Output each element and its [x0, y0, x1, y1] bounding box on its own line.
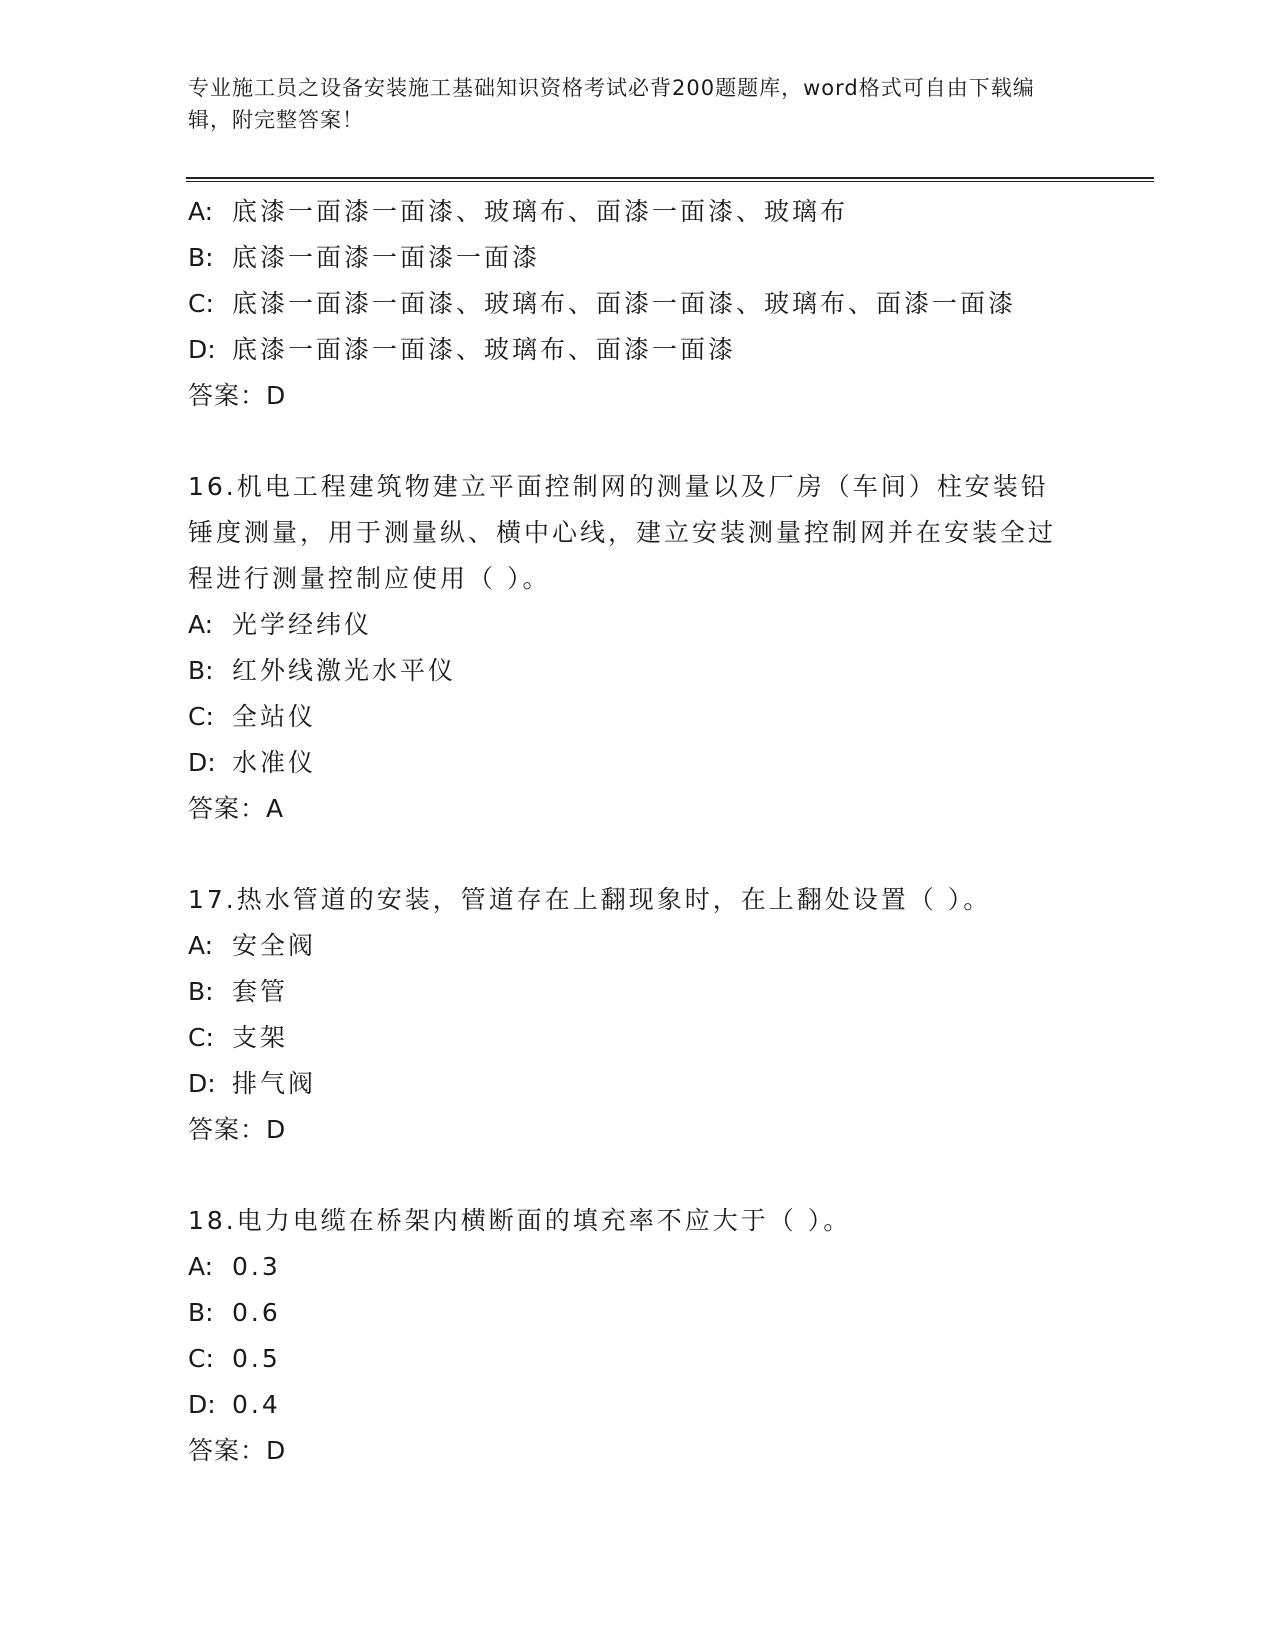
option-c — [188, 1015, 1088, 1061]
question-17 — [188, 877, 1088, 1153]
option-letter: A: — [188, 931, 214, 960]
option-c — [188, 1336, 1088, 1382]
option-d — [188, 327, 1088, 373]
option-text: 底漆一面漆一面漆、玻璃布、面漆一面漆 — [232, 335, 737, 364]
option-letter: A: — [188, 1252, 214, 1281]
option-b — [188, 969, 1088, 1015]
option-letter: B: — [188, 656, 214, 685]
document-body — [188, 189, 1088, 1474]
option-letter: C: — [188, 1344, 214, 1373]
option-text: 0.3 — [232, 1252, 281, 1281]
option-a — [188, 189, 1088, 235]
document-header-title: 专业施工员之设备安装施工基础知识资格考试必背200题题库，word格式可自由下载编辑，附完整答案！ — [188, 76, 1035, 132]
answer-line: 答案：D — [188, 1115, 287, 1144]
option-a — [188, 1244, 1088, 1290]
option-d — [188, 740, 1088, 786]
option-text: 底漆一面漆一面漆一面漆 — [232, 243, 541, 272]
option-letter: D: — [188, 1390, 216, 1419]
option-text: 红外线激光水平仪 — [232, 656, 457, 685]
option-text: 水准仪 — [232, 748, 317, 777]
option-letter: B: — [188, 243, 214, 272]
question-18 — [188, 1198, 1088, 1474]
option-a — [188, 923, 1088, 969]
answer-line: 答案：D — [188, 1436, 287, 1465]
option-c — [188, 694, 1088, 740]
option-letter: C: — [188, 1023, 214, 1052]
option-letter: D: — [188, 335, 216, 364]
option-d — [188, 1061, 1088, 1107]
option-letter: C: — [188, 702, 214, 731]
option-d — [188, 1382, 1088, 1428]
option-text: 安全阀 — [232, 931, 317, 960]
option-letter: D: — [188, 748, 216, 777]
spacer — [188, 1153, 1088, 1198]
option-letter: B: — [188, 1298, 214, 1327]
option-letter: D: — [188, 1069, 216, 1098]
question-16 — [188, 464, 1088, 832]
option-b — [188, 648, 1088, 694]
question-15 — [188, 189, 1088, 419]
option-letter: A: — [188, 610, 214, 639]
option-text: 支架 — [232, 1023, 289, 1052]
spacer — [188, 832, 1088, 877]
question-stem: 17.热水管道的安装，管道存在上翻现象时，在上翻处设置（ ）。 — [188, 885, 992, 914]
answer-line: 答案：A — [188, 794, 285, 823]
option-text: 光学经纬仪 — [232, 610, 373, 639]
spacer — [188, 419, 1088, 464]
question-stem: 16.机电工程建筑物建立平面控制网的测量以及厂房（车间）柱安装铅锤度测量，用于测量纵、横中心线，建立安装测量控制网并在安装全过程进行测量控制应使用（ ）。 — [188, 472, 1057, 593]
option-b — [188, 235, 1088, 281]
option-text: 0.6 — [232, 1298, 281, 1327]
option-text: 0.4 — [232, 1390, 281, 1419]
option-b — [188, 1290, 1088, 1336]
option-text: 0.5 — [232, 1344, 281, 1373]
option-text: 套管 — [232, 977, 289, 1006]
option-text: 底漆一面漆一面漆、玻璃布、面漆一面漆、玻璃布、面漆一面漆 — [232, 289, 1017, 318]
option-text: 底漆一面漆一面漆、玻璃布、面漆一面漆、玻璃布 — [232, 197, 849, 226]
option-letter: C: — [188, 289, 214, 318]
option-c — [188, 281, 1088, 327]
question-stem: 18.电力电缆在桥架内横断面的填充率不应大于（ ）。 — [188, 1206, 852, 1235]
option-letter: A: — [188, 197, 214, 226]
option-text: 全站仪 — [232, 702, 317, 731]
answer-line: 答案：D — [188, 381, 287, 410]
header-divider — [186, 177, 1154, 182]
option-letter: B: — [188, 977, 214, 1006]
option-text: 排气阀 — [232, 1069, 317, 1098]
option-a — [188, 602, 1088, 648]
